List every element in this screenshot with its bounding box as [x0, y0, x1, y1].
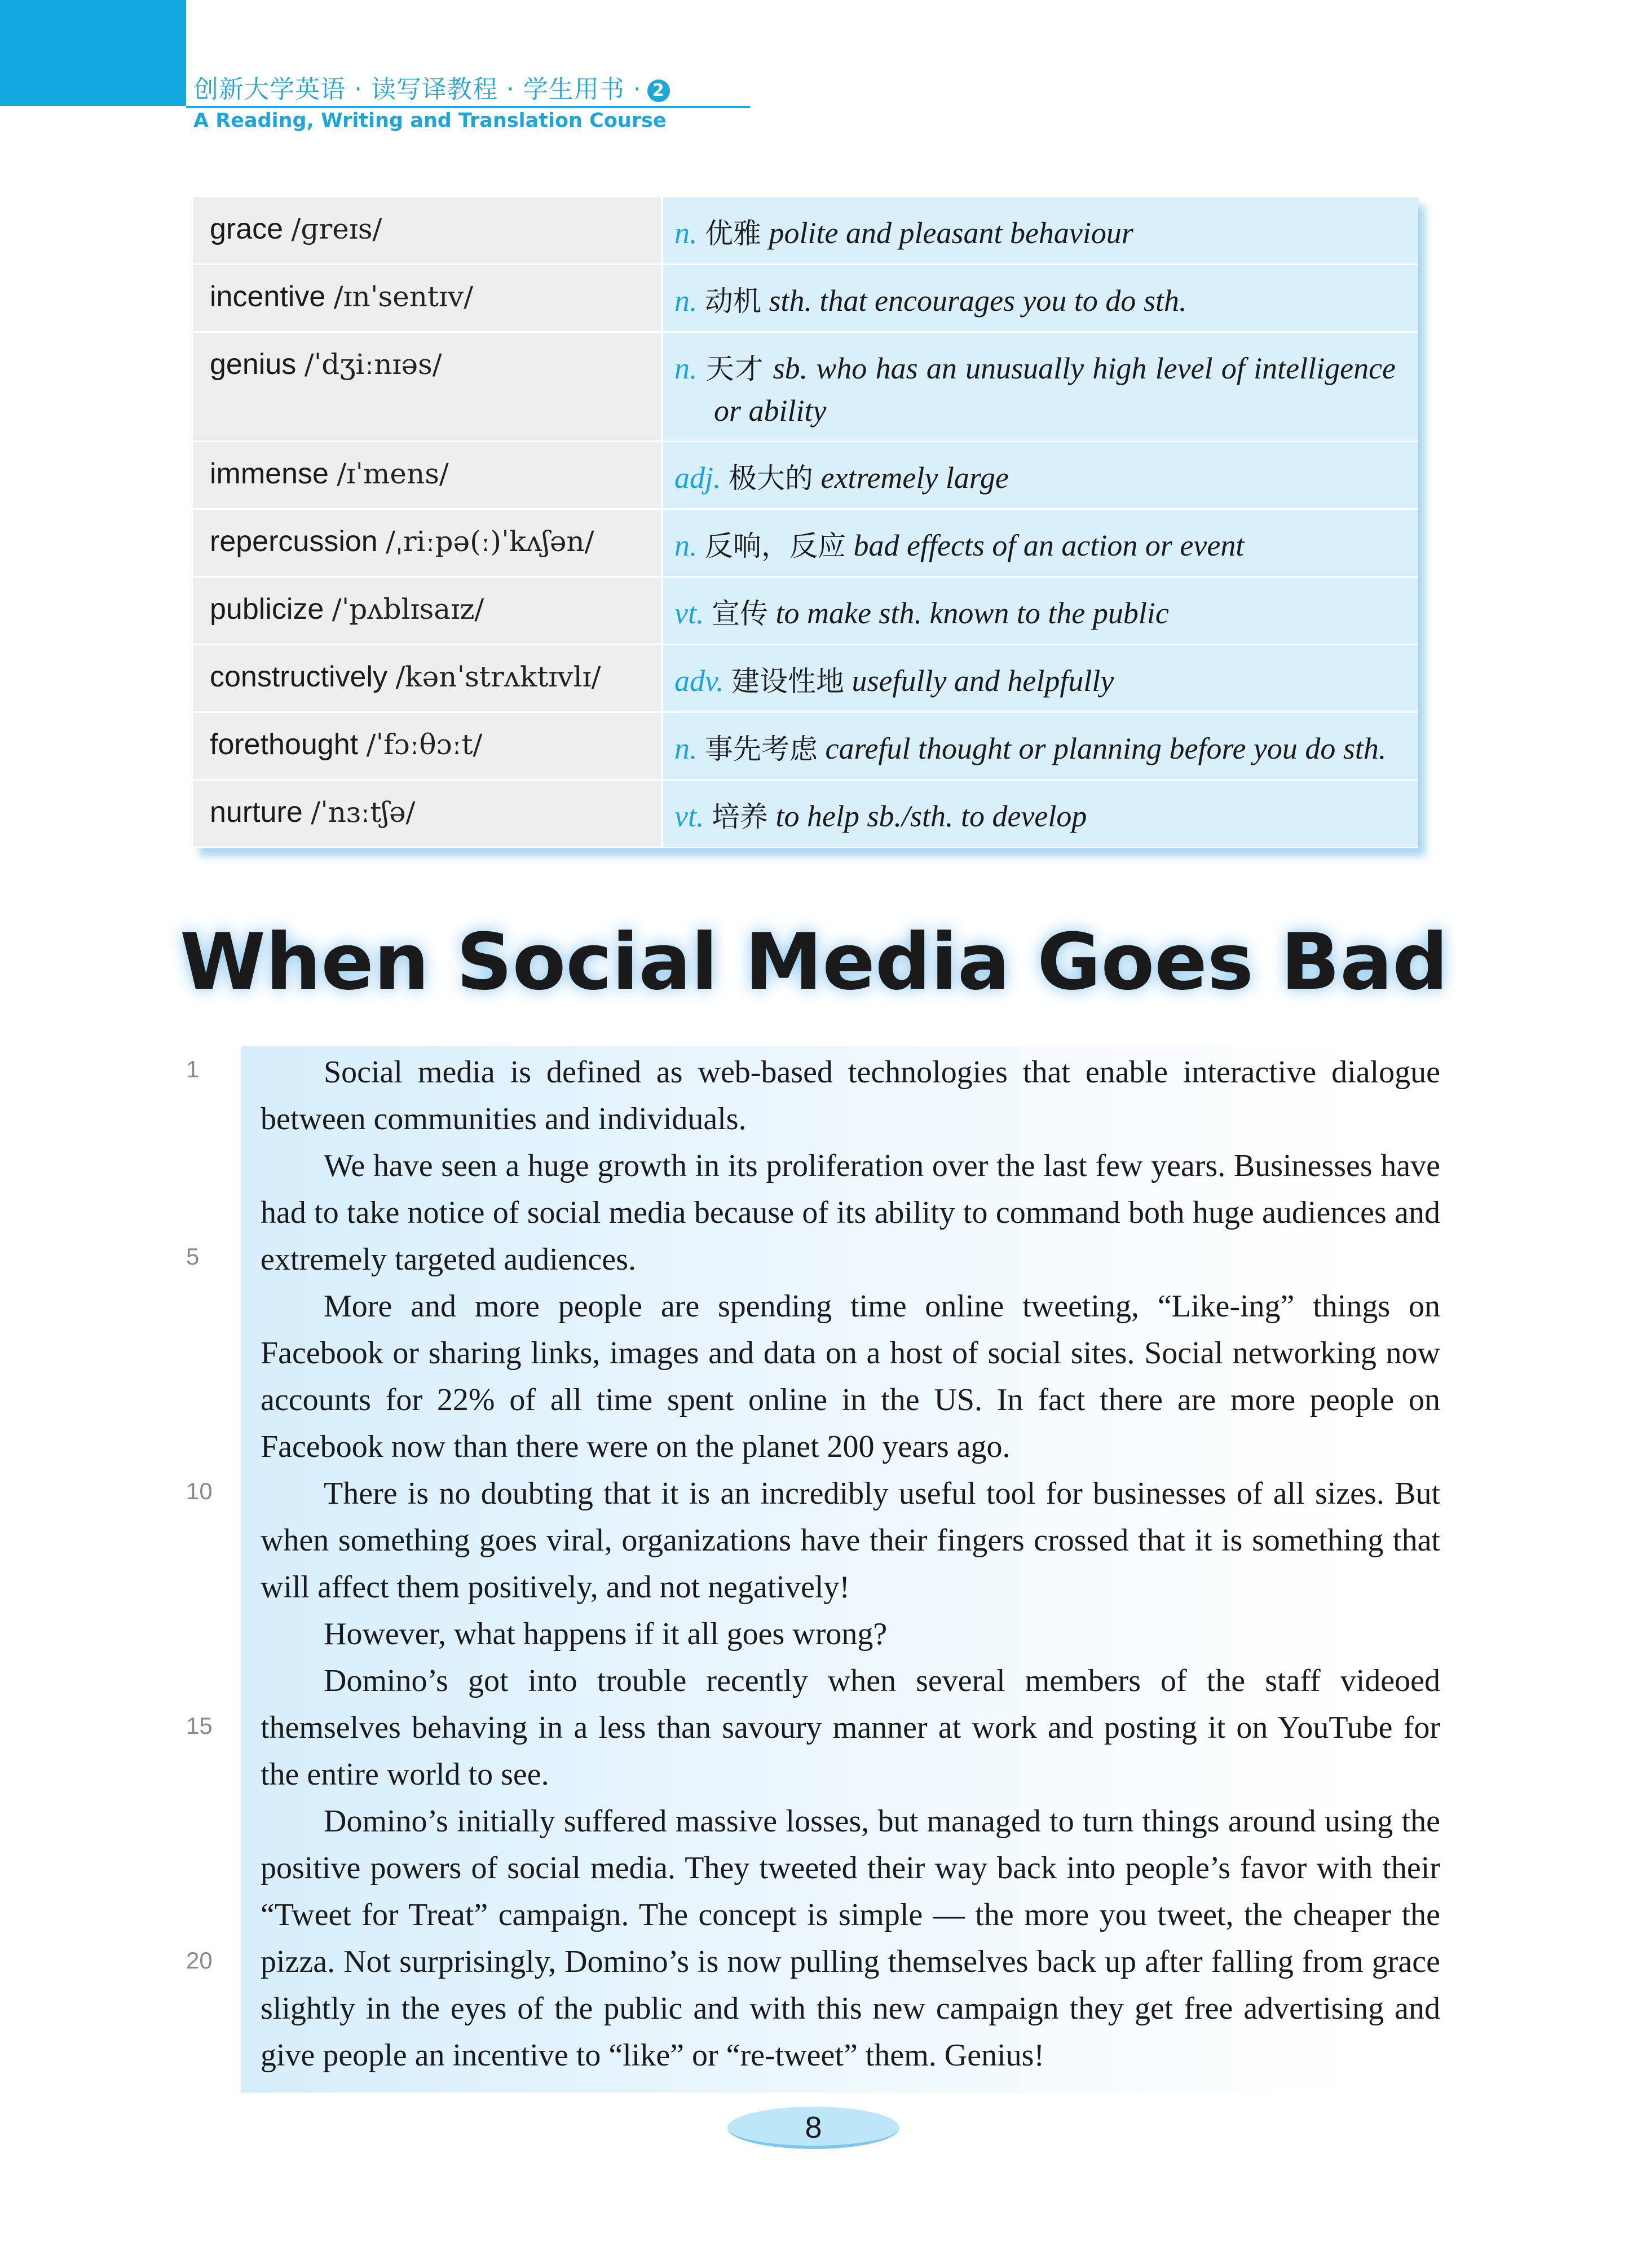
- vocab-definition-cell: [662, 712, 1418, 780]
- article-paragraph: Domino’s initially suffered massive losses, but managed to turn things around using the positive powers of social media. They tweeted their way back into people’s favor with their “Tweet for Treat” campaign. The concept is simple — the more you tweet, the cheaper the pizza. Not surprisingly, Domino’s is now pulling themselves back up after falling from grace slightly in the eyes of the public and with this new campaign they get free advertising and give people an incentive to “like” or “re-tweet” them. Genius!: [261, 1804, 1440, 2073]
- article-title: When Social Media Goes Bad: [179, 917, 1449, 1007]
- vocab-chinese: 培养: [711, 800, 768, 833]
- vocab-pos: n.: [674, 284, 698, 318]
- article-paragraph: We have seen a huge growth in its proliferation over the last few years. Businesses have had to take notice of social media because of its ability to command both huge audiences and extremely targeted audiences.: [261, 1148, 1440, 1277]
- vocab-definition: to make sth. known to the public: [775, 596, 1169, 630]
- vocab-chinese: 建设性地: [731, 665, 844, 698]
- vocab-phonetic: /ˈnɜːtʃə/: [311, 796, 416, 829]
- book-title: [193, 69, 670, 105]
- vocab-definition: careful thought or planning before you do sth.: [825, 732, 1387, 765]
- vocab-row: [193, 645, 1418, 712]
- vocab-word-cell: [193, 265, 662, 332]
- vocab-phonetic: /ˌriːpə(ː)ˈkʌʃən/: [386, 525, 594, 558]
- vocab-definition: to help sb./sth. to develop: [775, 799, 1087, 833]
- vocab-definition-cell: [662, 332, 1418, 442]
- vocab-definition-wrap: [674, 347, 1396, 431]
- vocab-definition: extremely large: [820, 461, 1009, 495]
- vocab-row: [193, 442, 1418, 509]
- vocab-word: grace: [210, 213, 284, 245]
- vocab-chinese: 宣传: [711, 597, 768, 630]
- vocab-pos: n.: [674, 732, 698, 765]
- vocab-pos: adv.: [674, 664, 724, 698]
- vocab-chinese: 动机: [705, 285, 761, 318]
- vocab-chinese: 事先考虑: [705, 733, 818, 765]
- vocab-pos: adj.: [674, 461, 721, 495]
- vocab-phonetic: /ˈdʒiːnɪəs/: [304, 348, 442, 381]
- line-number: 1: [186, 1056, 200, 1082]
- header-rule: [186, 106, 750, 108]
- vocab-row: [193, 265, 1418, 332]
- vocab-word: genius: [210, 348, 297, 381]
- vocab-word-cell: [193, 780, 662, 848]
- vocab-definition: sth. that encourages you to do sth.: [769, 284, 1187, 318]
- vocab-pos: n.: [674, 351, 698, 385]
- book-title-text: 创新大学英语 · 读写译教程 · 学生用书 ·: [193, 75, 642, 104]
- vocab-pos: n.: [674, 216, 698, 250]
- vocab-row: [193, 780, 1418, 848]
- vocab-definition-cell: [662, 197, 1418, 265]
- volume-badge: 2: [647, 80, 670, 102]
- corner-color-block: [0, 0, 186, 106]
- vocab-definition-cell: [662, 577, 1418, 645]
- vocab-row: [193, 509, 1418, 577]
- vocab-definition-cell: [662, 509, 1418, 577]
- book-subtitle: A Reading, Writing and Translation Course: [193, 109, 667, 132]
- vocab-word: forethought: [210, 728, 359, 761]
- page-number: 8: [727, 2107, 899, 2149]
- line-number: 5: [186, 1243, 200, 1270]
- vocab-definition-cell: [662, 780, 1418, 848]
- line-number: 10: [186, 1478, 213, 1504]
- article-paragraph: There is no doubting that it is an incredibly useful tool for businesses of all sizes. But when something goes viral, organizations have their fingers crossed that it is something that will affect them positively, and not negatively!: [261, 1476, 1440, 1605]
- vocab-phonetic: /ˈfɔːθɔːt/: [366, 728, 483, 761]
- article-paragraph: Domino’s got into trouble recently when several members of the staff videoed themselves behaving in a less than savoury manner at work and posting it on YouTube for the entire world to see.: [261, 1663, 1440, 1792]
- vocab-definition: bad effects of an action or event: [853, 529, 1245, 562]
- vocabulary-table: [193, 197, 1418, 848]
- vocab-phonetic: /ɪnˈsentɪv/: [333, 280, 474, 313]
- article-paragraph: However, what happens if it all goes wrong?: [324, 1617, 888, 1652]
- vocab-phonetic: /ɪˈmens/: [337, 457, 449, 490]
- vocab-word-cell: [193, 197, 662, 265]
- vocab-pos: vt.: [674, 799, 704, 833]
- vocab-word-cell: [193, 712, 662, 780]
- vocab-word-cell: [193, 442, 662, 509]
- vocab-definition-cell: [662, 645, 1418, 712]
- vocab-phonetic: /ɡreɪs/: [291, 213, 382, 245]
- article-paragraph: More and more people are spending time online tweeting, “Like-ing” things on Facebook or sharing links, images and data on a host of social sites. Social networking now accounts for 22% of all time spent online in the US. In fact there are more people on Facebook now than there were on the planet 200 years ago.: [261, 1289, 1440, 1464]
- vocab-row: [193, 197, 1418, 265]
- vocab-word: incentive: [210, 280, 326, 313]
- vocab-definition-wrap: [674, 728, 1396, 770]
- vocab-definition-cell: [662, 442, 1418, 509]
- article-paragraph: Social media is defined as web-based technologies that enable interactive dialogue between communities and individuals.: [261, 1055, 1440, 1137]
- line-number: 15: [186, 1712, 213, 1739]
- vocab-definition-cell: [662, 265, 1418, 332]
- vocab-chinese: 天才: [705, 353, 765, 385]
- vocab-word: constructively: [210, 660, 387, 693]
- vocab-word: nurture: [210, 796, 303, 829]
- vocab-word-cell: [193, 332, 662, 442]
- vocab-chinese: 极大的: [729, 462, 814, 495]
- vocab-word-cell: [193, 509, 662, 577]
- line-number: 20: [186, 1947, 213, 1974]
- article-body: [261, 1049, 1440, 2079]
- vocab-phonetic: /kənˈstrʌktɪvlɪ/: [395, 660, 601, 693]
- vocab-pos: n.: [674, 529, 698, 562]
- vocab-definition: sb. who has an unusually high level of intelligence or ability: [714, 351, 1396, 428]
- vocab-word: publicize: [210, 593, 324, 626]
- vocab-definition: usefully and helpfully: [851, 664, 1114, 698]
- vocab-word: repercussion: [210, 525, 378, 558]
- vocab-word: immense: [210, 457, 329, 490]
- vocab-word-cell: [193, 577, 662, 645]
- vocab-row: [193, 332, 1418, 442]
- vocab-pos: vt.: [674, 596, 704, 630]
- vocab-phonetic: /ˈpʌblɪsaɪz/: [332, 593, 484, 626]
- vocab-chinese: 优雅: [705, 217, 761, 250]
- vocab-row: [193, 577, 1418, 645]
- vocab-word-cell: [193, 645, 662, 712]
- vocab-row: [193, 712, 1418, 780]
- vocab-chinese: 反响，反应: [705, 530, 846, 562]
- vocab-definition: polite and pleasant behaviour: [769, 216, 1133, 250]
